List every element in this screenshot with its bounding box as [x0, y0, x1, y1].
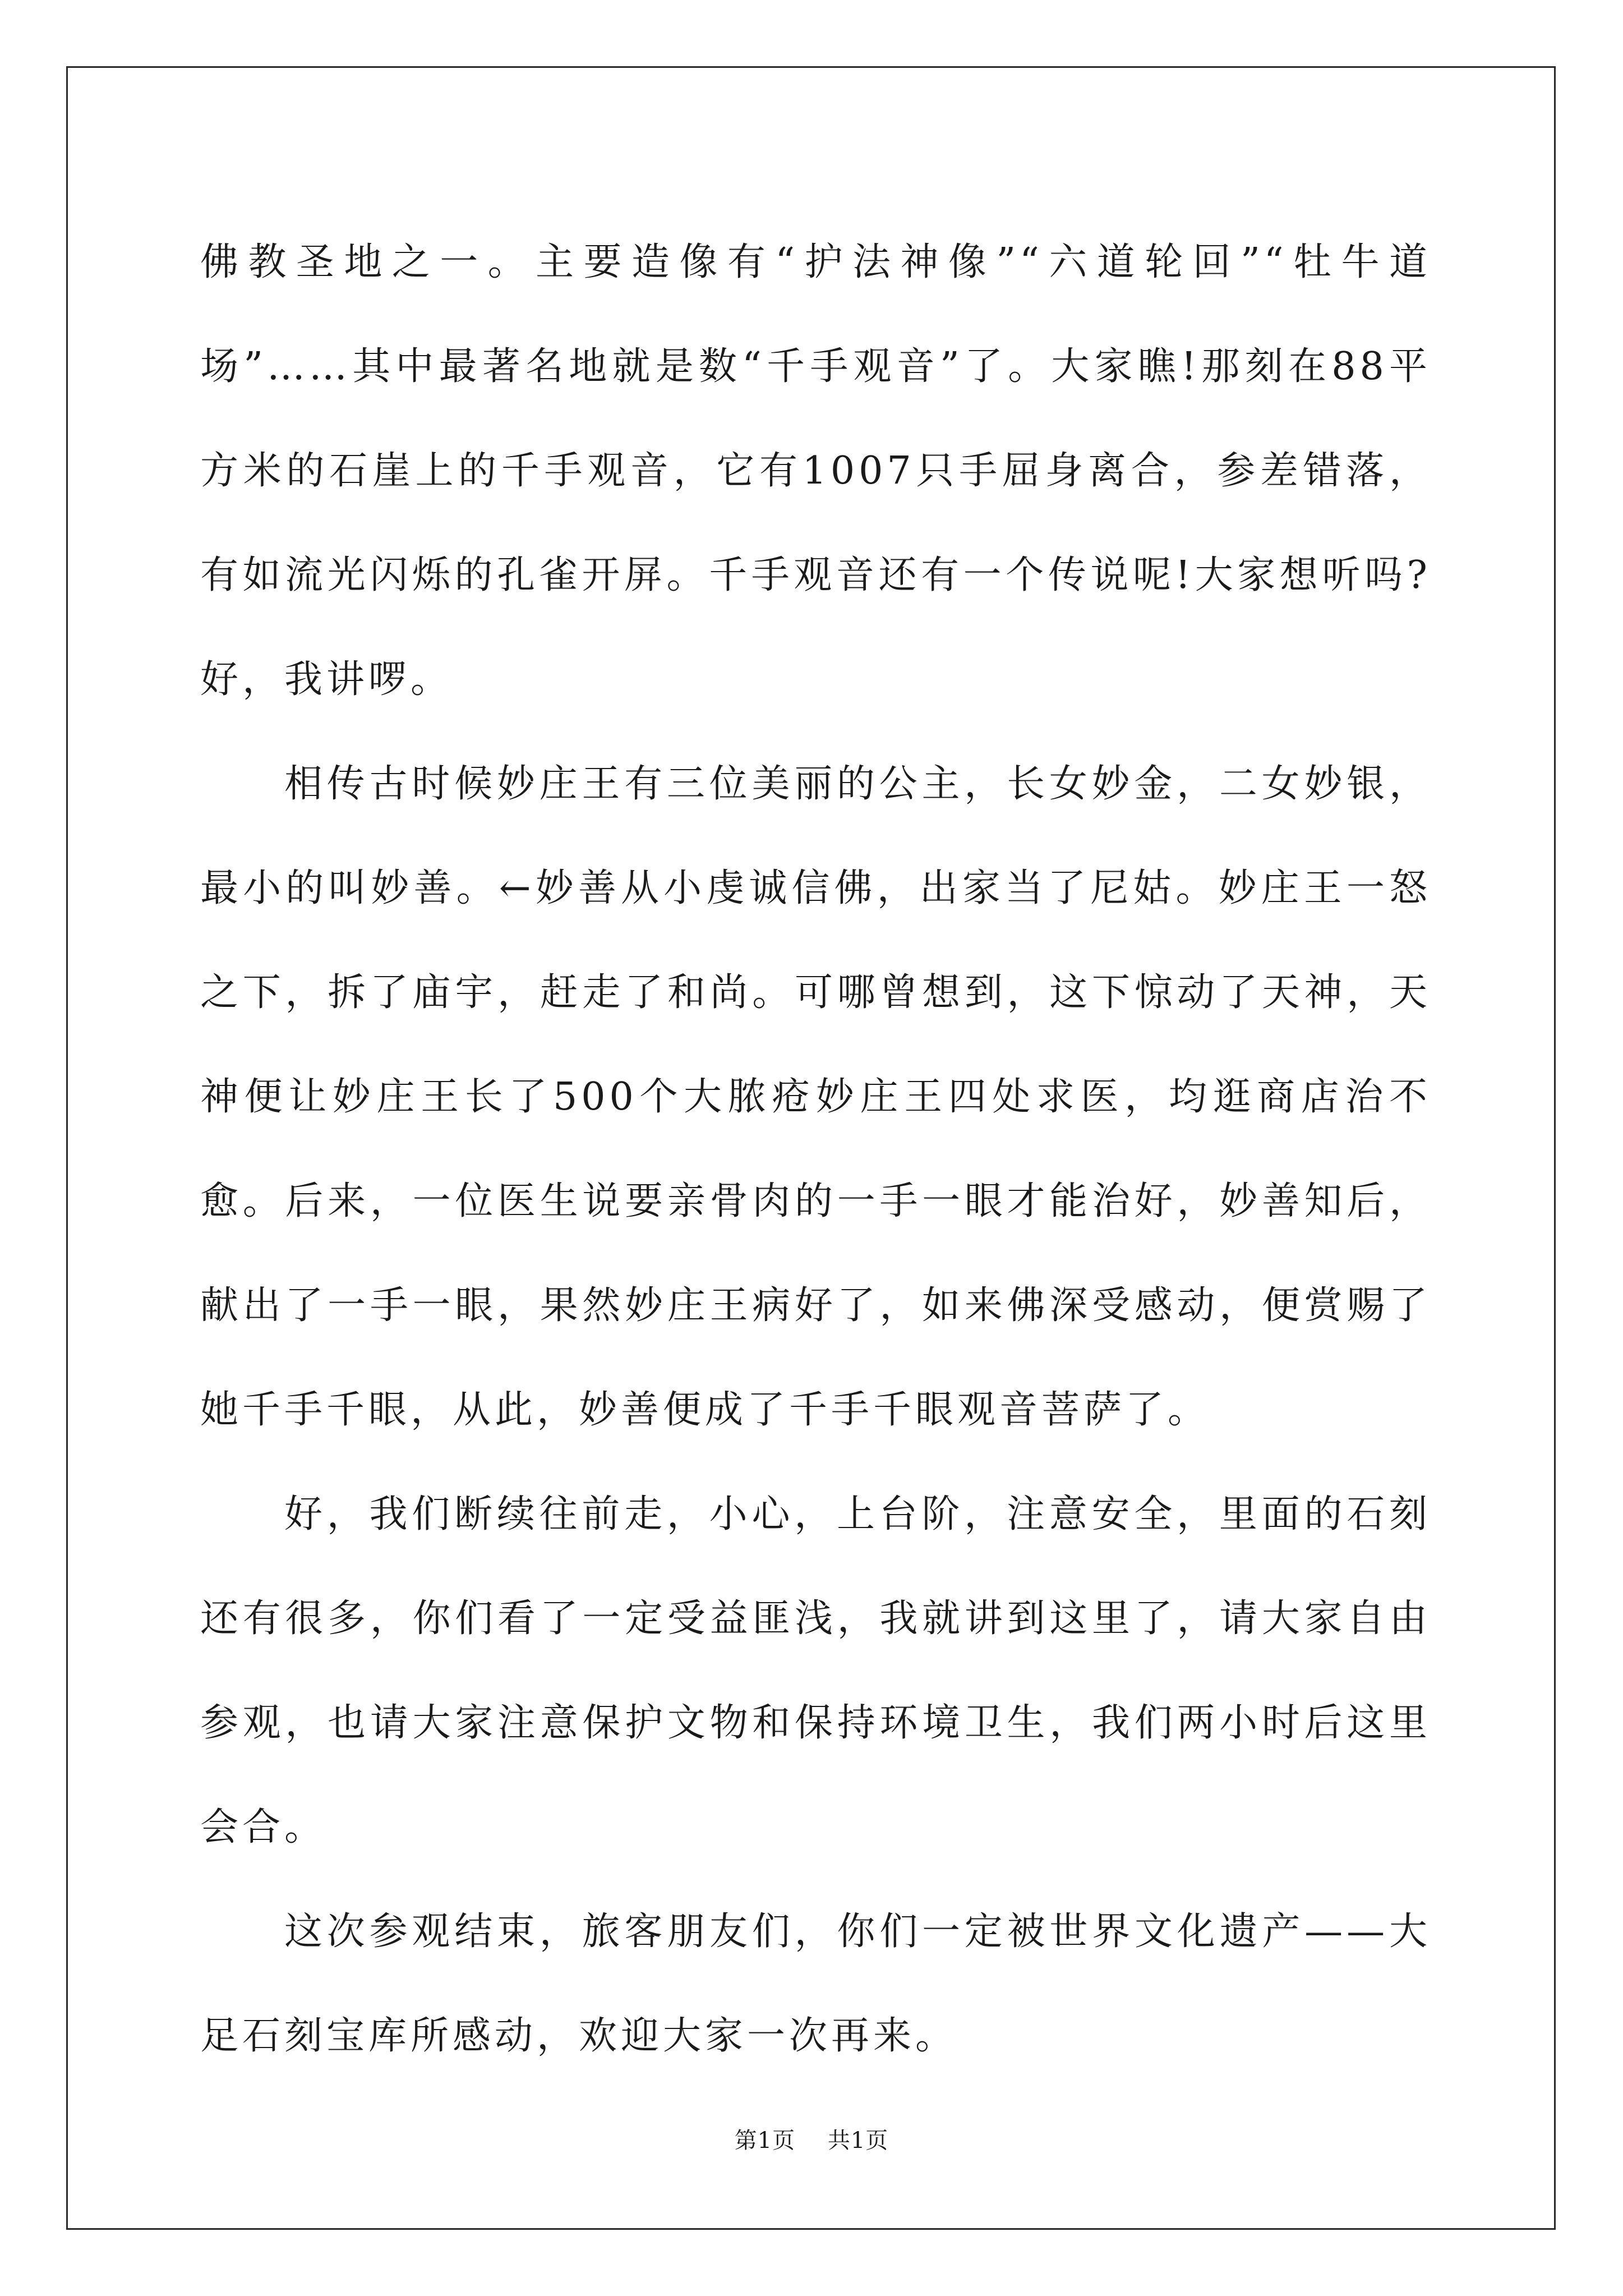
document-body — [200, 210, 1431, 2088]
paragraph-1: 佛教圣地之一。主要造像有“护法神像”“六道轮回”“牡牛道场”……其中最著名地就是数“千手观音”了。大家瞧!那刻在88平方米的石崖上的千手观音，它有1007只手屈身离合，参差错落，有如流光闪烁的孔雀开屏。千手观音还有一个传说呢!大家想听吗?好，我讲啰。 — [200, 240, 1431, 702]
page-number-current: 第1页 — [734, 2128, 796, 2154]
paragraph-4: 这次参观结束，旅客朋友们，你们一定被世界文化遗产——大足石刻宝库所感动，欢迎大家一次再来。 — [200, 1910, 1431, 2058]
page-number-total: 共1页 — [827, 2128, 889, 2154]
page-footer — [0, 2127, 1623, 2154]
paragraph-3: 好，我们断续往前走，小心，上台阶，注意安全，里面的石刻还有很多，你们看了一定受益匪浅，我就讲到这里了，请大家自由参观，也请大家注意保护文物和保持环境卫生，我们两小时后这里会合。 — [200, 1492, 1431, 1849]
paragraph-2: 相传古时候妙庄王有三位美丽的公主，长女妙金，二女妙银，最小的叫妙善。←妙善从小虔诚信佛，出家当了尼姑。妙庄王一怒之下，拆了庙宇，赶走了和尚。可哪曾想到，这下惊动了天神，天神便让妙庄王长了500个大脓疮妙庄王四处求医，均逛商店治不愈。后来，一位医生说要亲骨肉的一手一眼才能治好，妙善知后，献出了一手一眼，果然妙庄王病好了，如来佛深受感动，便赏赐了她千手千眼，从此，妙善便成了千手千眼观音菩萨了。 — [200, 762, 1431, 1432]
